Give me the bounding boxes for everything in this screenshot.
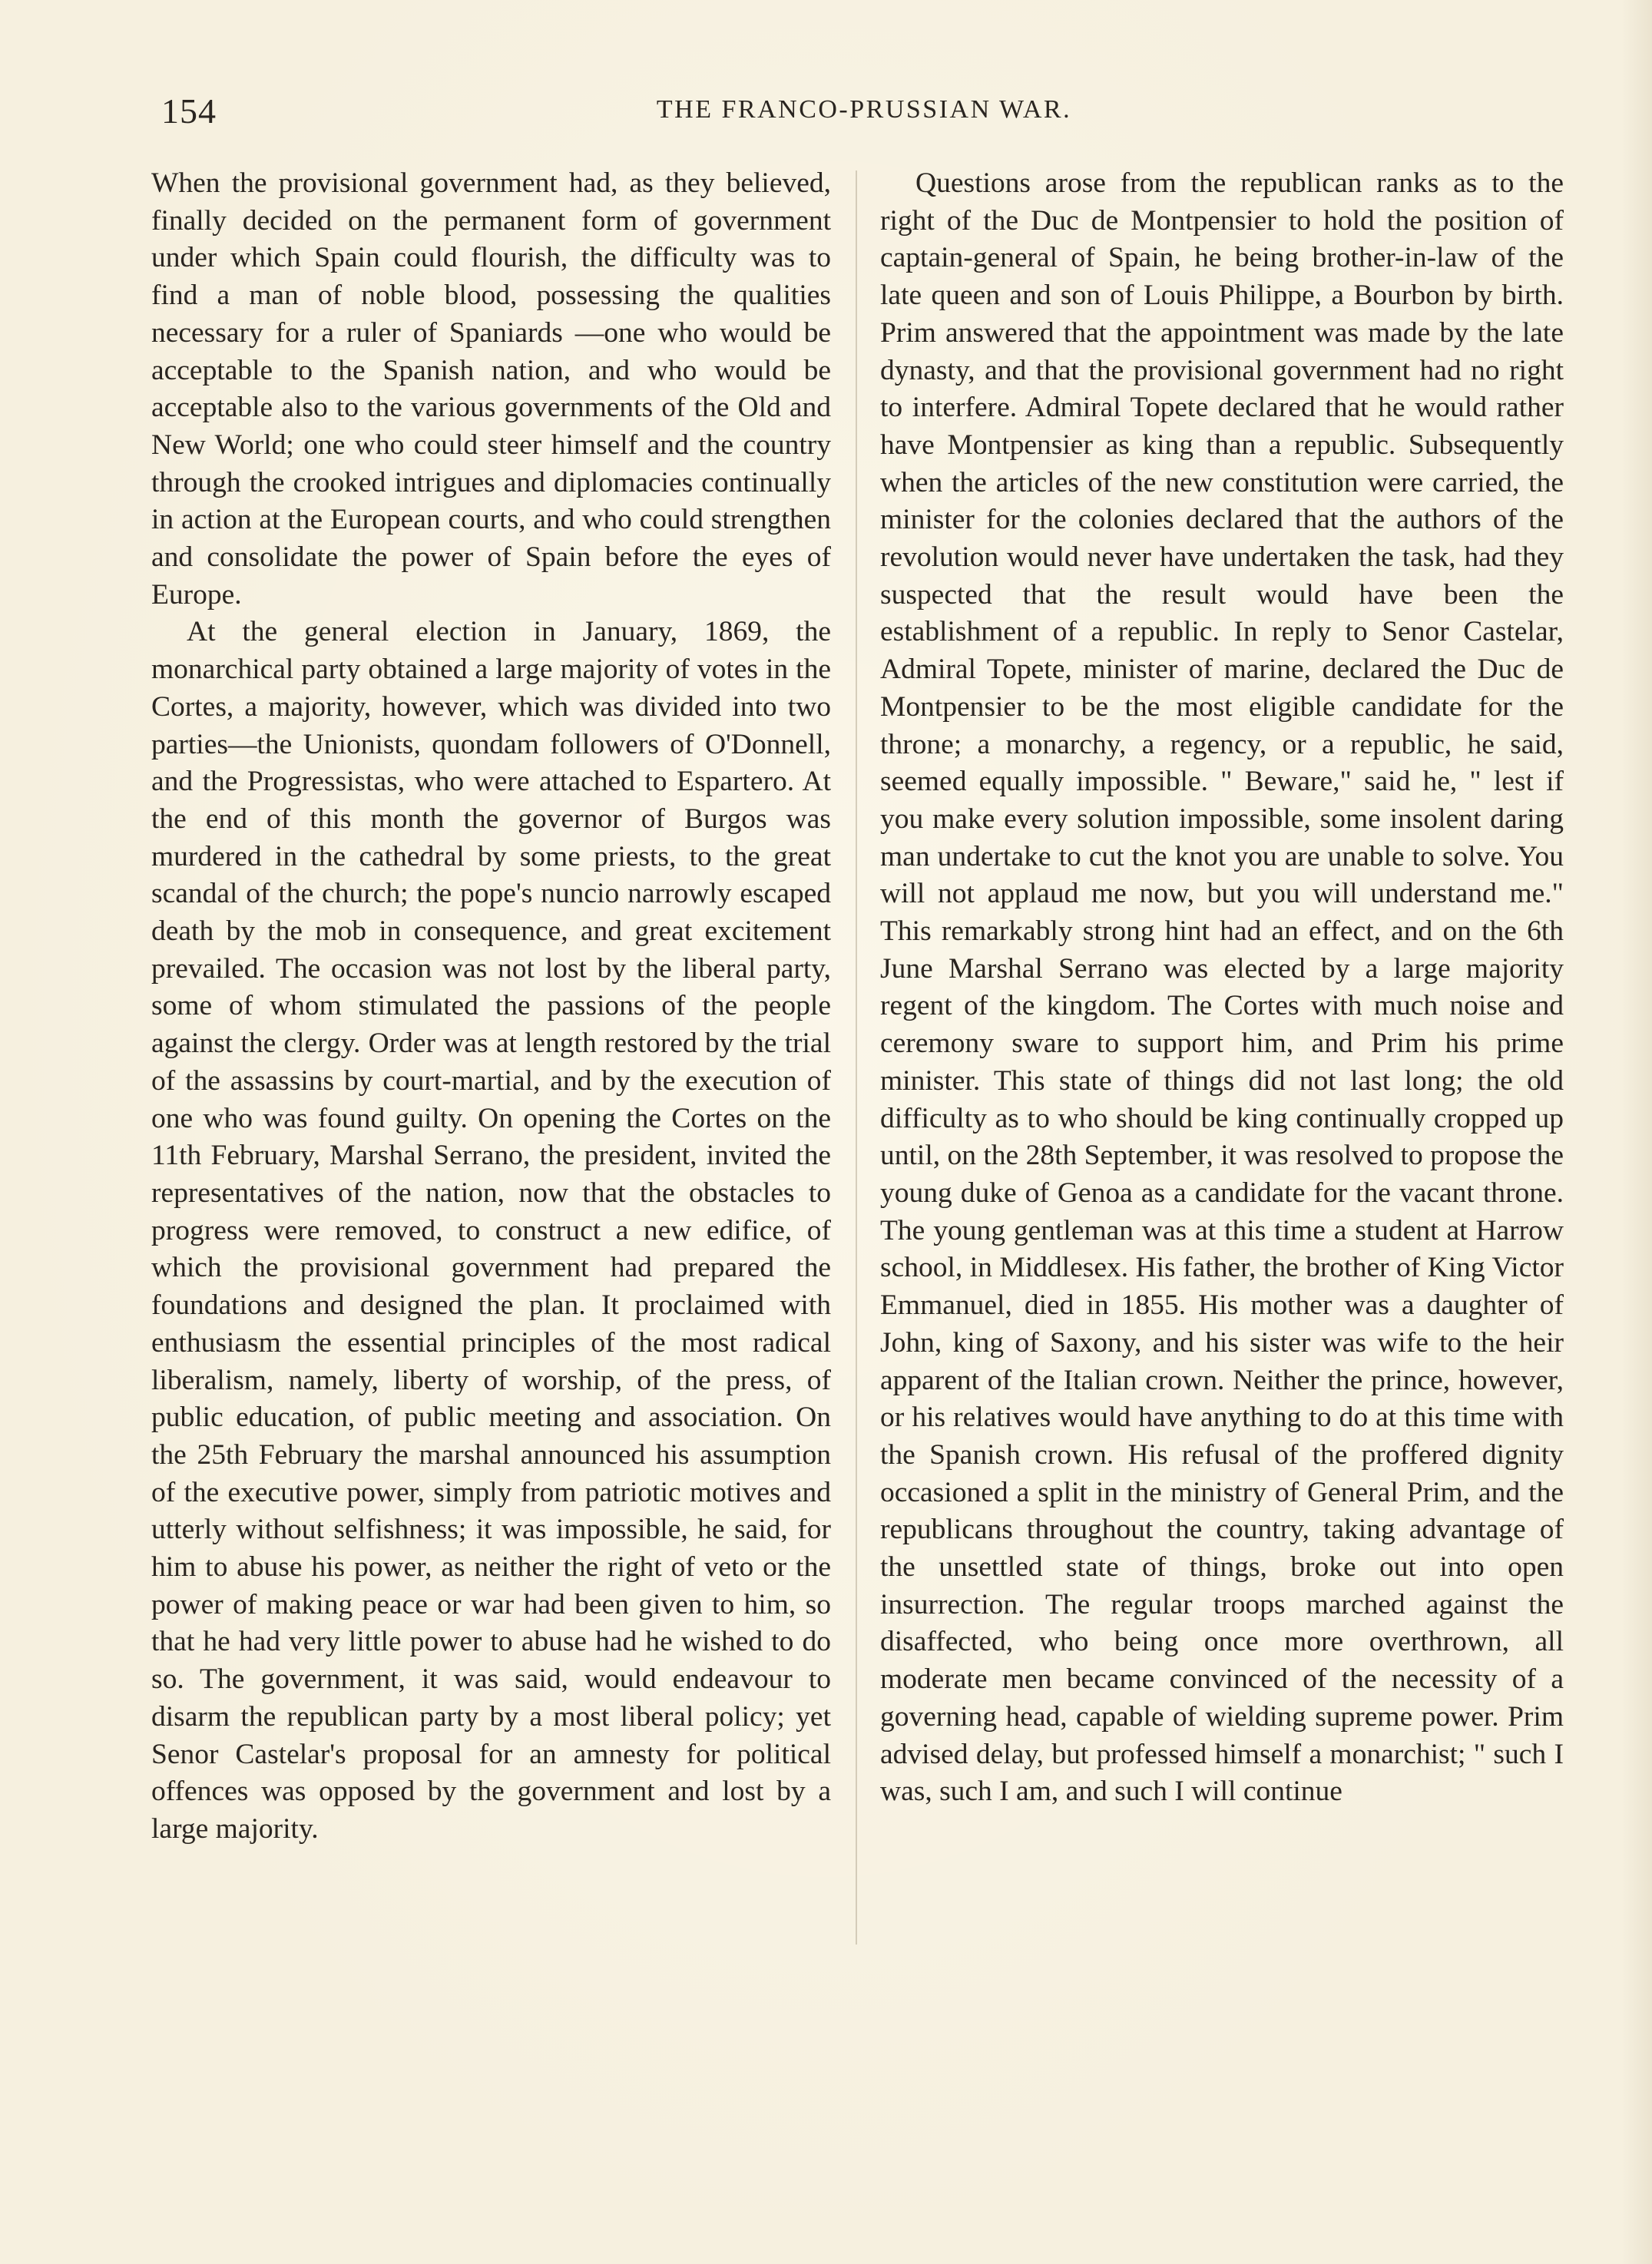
right-column [880, 165, 1564, 1811]
paragraph: Questions arose from the republican ranks as to the right of the Duc de Montpensier to hold the position of captain-general of Spain, he being brother-in-law of the late queen and son of Louis Philippe, a Bourbon by birth. Prim answered that the appointment was made by the late dynasty, and that the provisional government had no right to interfere. Admiral Topete declared that he would rather have Montpensier as king than a republic. Subsequently when the articles of the new constitution were carried, the minister for the colonies declared that the authors of the revolution would never have undertaken the task, had they suspected that the result would have been the establishment of a republic. In reply to Senor Castelar, Admiral Topete, minister of marine, declared the Duc de Montpensier to be the most eligible candidate for the throne; a monarchy, a regency, or a republic, he said, seemed equally impossible. " Beware," said he, " lest if you make every solution impossible, some insolent daring man undertake to cut the knot you are unable to solve. You will not applaud me now, but you will understand me." This remarkably strong hint had an effect, and on the 6th June Marshal Serrano was elected by a large majority regent of the kingdom. The Cortes with much noise and ceremony sware to support him, and Prim his prime minister. This state of things did not last long; the old difficulty as to who should be king continually cropped up until, on the 28th September, it was resolved to propose the young duke of Genoa as a candidate for the vacant throne. The young gentleman was at this time a student at Harrow school, in Middlesex. His father, the brother of King Victor Emmanuel, died in 1855. His mother was a daughter of John, king of Saxony, and his sister was wife to the heir apparent of the Italian crown. Neither the prince, however, or his relatives would have anything to do at this time with the Spanish crown. His refusal of the proffered dignity occasioned a split in the ministry of General Prim, and the republicans throughout the country, taking advantage of the unsettled state of things, broke out into open insurrection. The regular troops marched against the disaffected, who being once more overthrown, all moderate men became convinced of the necessity of a governing head, capable of wielding supreme power. Prim advised delay, but professed himself a monarchist; " such I was, such I am, and such I will continue [880, 167, 1564, 1808]
page-edge-shading [1621, 0, 1652, 2264]
left-column [151, 165, 831, 1849]
page-number: 154 [161, 91, 217, 131]
running-title: THE FRANCO-PRUSSIAN WAR. [656, 95, 1072, 124]
column-divider [856, 170, 857, 1945]
paragraph: At the general election in January, 1869, the monarchical party obtained a large majority of votes in the Cortes, a majority, however, which was divided into two parties—the Unionists, quondam followers of O'Donnell, and the Progressistas, who were attached to Espartero. At the end of this month the governor of Burgos was murdered in the cathedral by some priests, to the great scandal of the church; the pope's nuncio narrowly escaped death by the mob in consequence, and great excitement prevailed. The occasion was not lost by the liberal party, some of whom stimulated the passions of the people against the clergy. Order was at length restored by the trial of the assassins by court-martial, and by the execution of one who was found guilty. On opening the Cortes on the 11th February, Marshal Serrano, the president, invited the representatives of the nation, now that the obstacles to progress were removed, to construct a new edifice, of which the provisional government had prepared the foundations and designed the plan. It proclaimed with enthusiasm the essential principles of the most radical liberalism, namely, liberty of worship, of the press, of public education, of public meeting and association. On the 25th February the marshal announced his assumption of the executive power, simply from patriotic motives and utterly without selfishness; it was impossible, he said, for him to abuse his power, as neither the right of veto or the power of making peace or war had been given to him, so that he had very little power to abuse had he wished to do so. The government, it was said, would endeavour to disarm the republican party by a most liberal policy; yet Senor Castelar's proposal for an amnesty for political offences was opposed by the government and lost by a large majority. [151, 616, 831, 1845]
running-head [161, 91, 1567, 144]
paragraph: When the provisional government had, as they believed, finally decided on the permanent form of government under which Spain could flourish, the difficulty was to find a man of noble blood, possessing the qualities necessary for a ruler of Spaniards —one who would be acceptable to the Spanish nation, and who would be acceptable also to the various governments of the Old and New World; one who could steer himself and the country through the crooked intrigues and diplomacies continually in action at the European courts, and who could strengthen and consolidate the power of Spain before the eyes of Europe. [151, 167, 831, 611]
